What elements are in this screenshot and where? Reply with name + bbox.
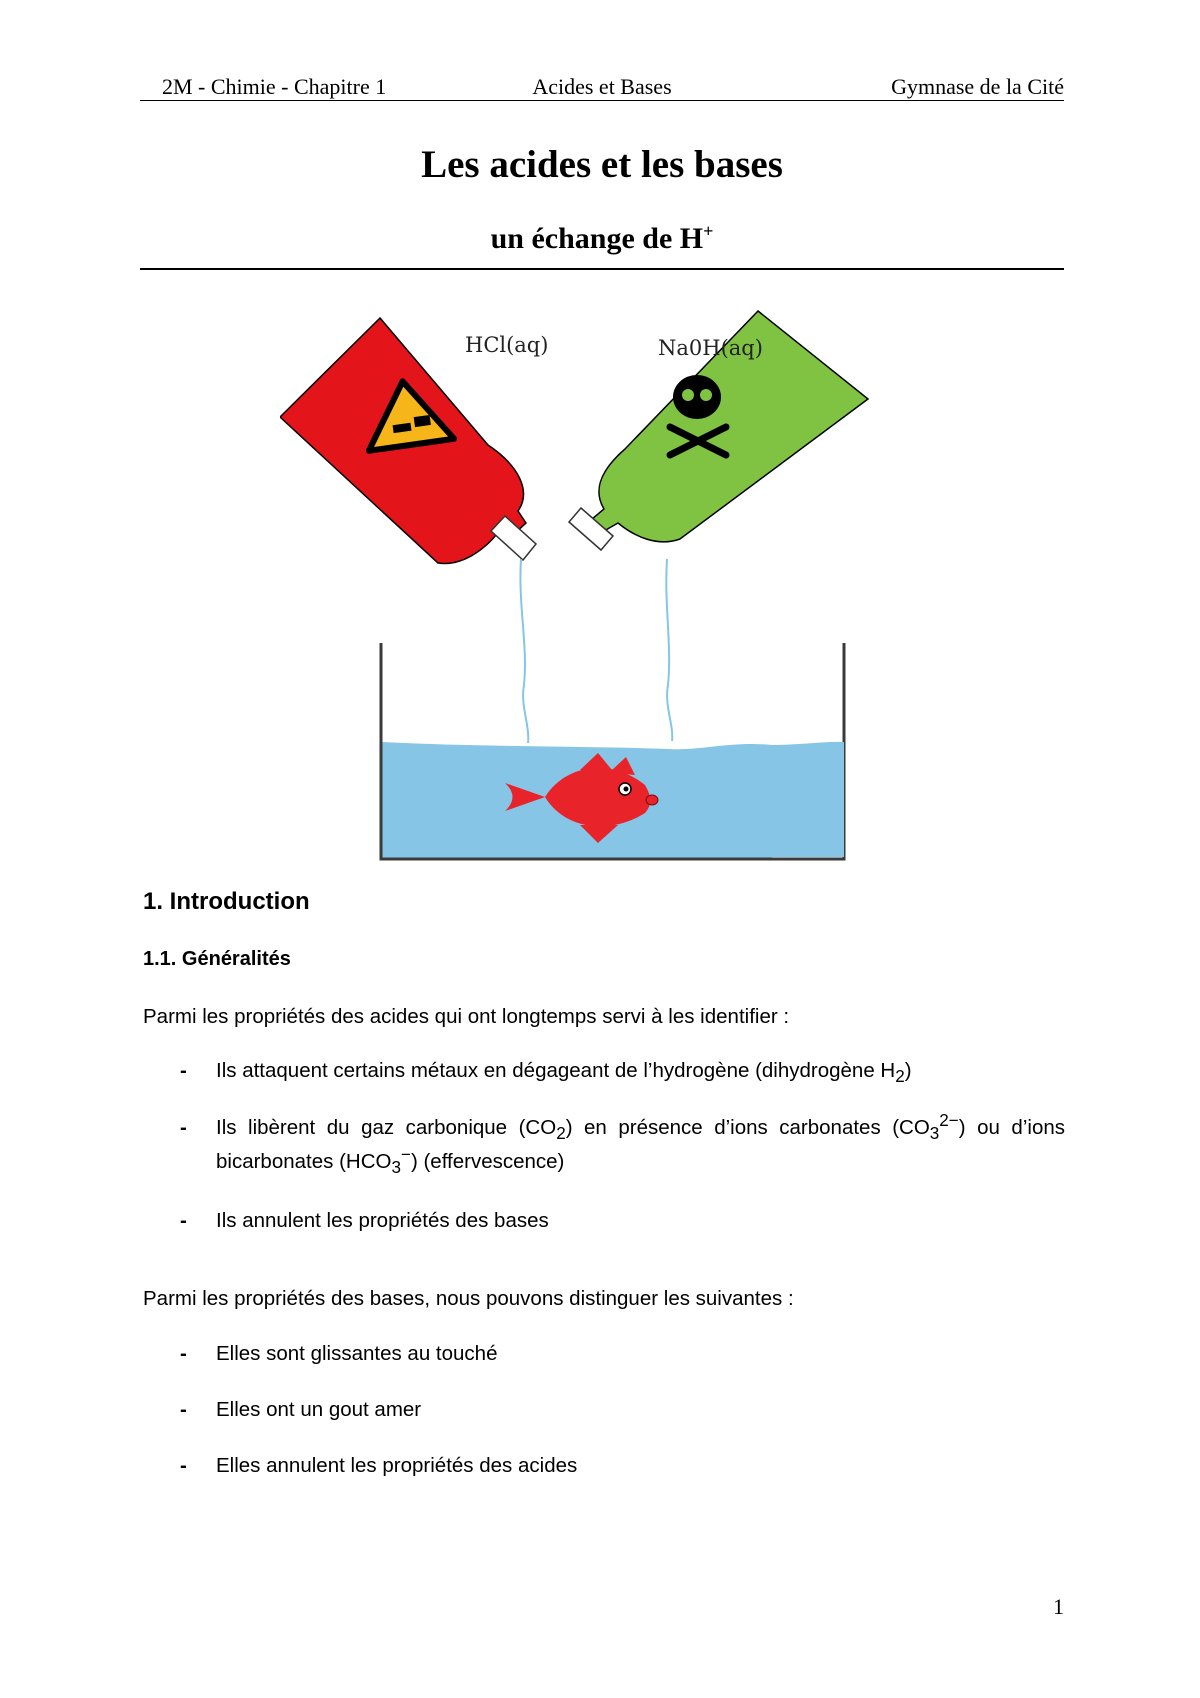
bullet-marker: - [180, 1342, 187, 1365]
title-divider [140, 268, 1064, 270]
list-item-text: Ils attaquent certains métaux en dégageant de l’hydrogène (dihydrogène $H_2$) [216, 1059, 912, 1087]
base-stream [666, 559, 672, 741]
page-number: 1 [1053, 1594, 1064, 1619]
subtitle-superscript: + [703, 221, 714, 241]
bases-intro: Parmi les propriétés des bases, nous pouvons distinguer les suivantes : [143, 1287, 794, 1310]
subsection-heading: 1.1. Généralités [143, 948, 291, 970]
list-item-text: Ils libèrent du gaz carbonique $(CO_2)$ en présence d’ions carbonates $(CO_3^{2-})$ ou d’ions bicarbonates $(HCO_3^-)$ (effervescence) [216, 1111, 1065, 1178]
list-item-text: Ils annulent les propriétés des bases [216, 1209, 549, 1232]
list-item [180, 1204, 1065, 1238]
list-item-text: Elles annulent les propriétés des acides [216, 1454, 578, 1477]
base-label: Na0H(aq) [658, 336, 763, 360]
list-item [180, 1111, 1065, 1179]
list-item [180, 1337, 1065, 1371]
header-right: Gymnase de la Cité [891, 74, 1064, 99]
page-title: Les acides et les bases [421, 143, 783, 186]
header-center: Acides et Bases [532, 74, 672, 99]
list-item-text: Elles sont glissantes au touché [216, 1342, 498, 1365]
bullet-marker: - [180, 1398, 187, 1421]
acid-bottle [280, 318, 536, 801]
list-item [180, 1054, 1065, 1088]
acid-base-illustration [280, 305, 930, 875]
page-header [140, 70, 1064, 101]
header-left: 2M - Chimie - Chapitre 1 [162, 74, 387, 99]
acid-stream [520, 559, 528, 743]
section-heading: 1. Introduction [143, 888, 310, 915]
list-item [180, 1449, 1065, 1483]
bullet-marker: - [180, 1454, 187, 1477]
acid-label: HCl(aq) [465, 333, 549, 357]
acids-intro: Parmi les propriétés des acides qui ont longtemps servi à les identifier : [143, 1005, 790, 1028]
page-subtitle [140, 222, 1064, 256]
bullet-marker: - [180, 1059, 187, 1082]
list-item-text: Elles ont un gout amer [216, 1398, 422, 1421]
bullet-marker: - [180, 1209, 187, 1232]
subtitle-text: un échange de H [490, 222, 704, 255]
list-item [180, 1393, 1065, 1427]
bullet-marker: - [180, 1116, 187, 1139]
